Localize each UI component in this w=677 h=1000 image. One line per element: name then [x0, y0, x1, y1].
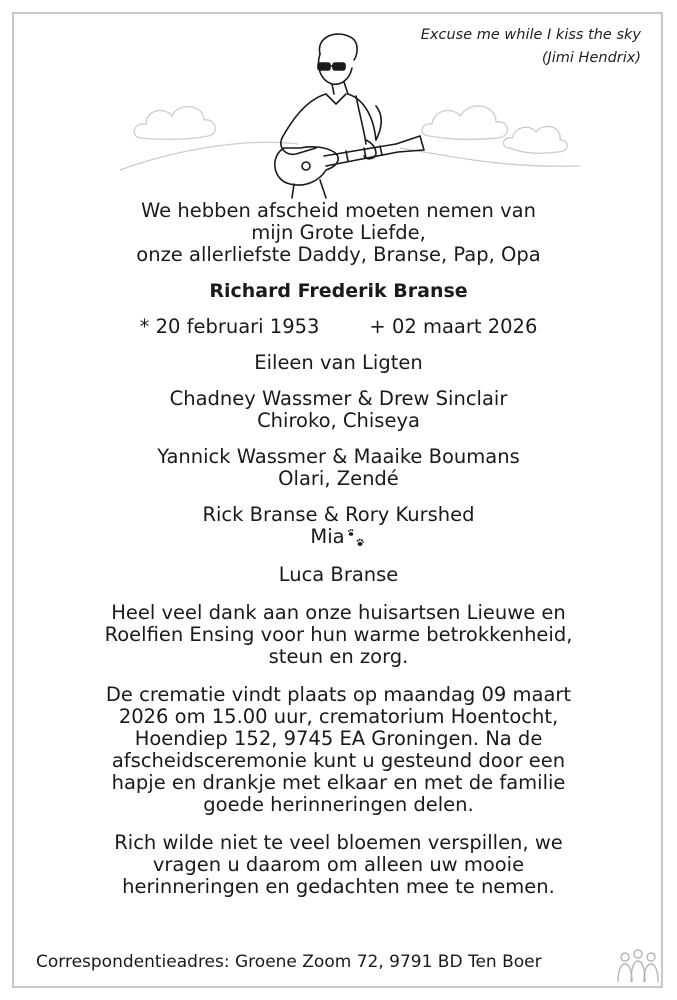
deceased-name: Richard Frederik Branse	[209, 280, 468, 302]
thanks-line: steun en zorg.	[268, 645, 409, 668]
family-group	[20, 564, 657, 586]
deceased-name-block	[20, 280, 657, 302]
dates-row	[20, 316, 657, 338]
family-group	[20, 388, 657, 432]
family-parents: Yannick Wassmer & Maaike Boumans	[157, 445, 520, 468]
family-group	[20, 504, 657, 550]
guitarist-with-clouds-illustration	[120, 30, 580, 200]
announcement-line: mijn Grote Liefde,	[251, 221, 426, 244]
family-group	[20, 446, 657, 490]
thanks-line: Roelfien Ensing voor hun warme betrokkenheid,	[104, 623, 573, 646]
family-children: Olari, Zendé	[278, 467, 399, 490]
family-member: Luca Branse	[278, 563, 399, 586]
family-parents: Chadney Wassmer & Drew Sinclair	[169, 387, 508, 410]
spouse-name: Eileen van Ligten	[254, 351, 423, 374]
birth-date: * 20 februari 1953	[139, 315, 320, 338]
cremation-line: 2026 om 15.00 uur, crematorium Hoentocht,	[118, 705, 559, 728]
cremation-line: goede herinneringen delen.	[203, 793, 474, 816]
thanks-line: Heel veel dank aan onze huisartsen Lieuwe en	[111, 601, 566, 624]
spouse-block	[20, 352, 657, 374]
flowers-paragraph	[20, 832, 657, 898]
announcement-line: We hebben afscheid moeten nemen van	[141, 199, 536, 222]
family-children: Chiroko, Chiseya	[257, 409, 420, 432]
family-parents: Rick Branse & Rory Kurshed	[202, 503, 475, 526]
announcement-block	[20, 200, 657, 266]
death-date: + 02 maart 2026	[369, 315, 538, 338]
notice-body	[20, 200, 657, 898]
quote-author: (Jimi Hendrix)	[541, 50, 641, 66]
correspondence-address: Correspondentieadres: Groene Zoom 72, 9791 BD Ten Boer	[36, 952, 542, 972]
paw-prints-icon	[347, 526, 367, 550]
family-children-line	[20, 526, 657, 550]
announcement-line: onze allerliefste Daddy, Branse, Pap, Opa	[136, 243, 541, 266]
cremation-line: hapje en drankje met elkaar en met de familie	[111, 771, 566, 794]
cremation-line: Hoendiep 152, 9745 EA Groningen. Na de	[134, 727, 543, 750]
cremation-paragraph	[20, 684, 657, 816]
family-children: Mia	[310, 525, 345, 548]
flowers-line: Rich wilde niet te veel bloemen verspillen, we	[114, 831, 563, 854]
family-logo-icon	[615, 948, 661, 984]
flowers-line: vragen u daarom om alleen uw mooie	[152, 853, 525, 876]
cremation-line: De crematie vindt plaats op maandag 09 maart	[105, 683, 572, 706]
quote-text: Excuse me while I kiss the sky	[420, 27, 641, 43]
cremation-line: afscheidsceremonie kunt u gesteund door een	[111, 749, 566, 772]
flowers-line: herinneringen en gedachten mee te nemen.	[122, 875, 555, 898]
thanks-paragraph	[20, 602, 657, 668]
